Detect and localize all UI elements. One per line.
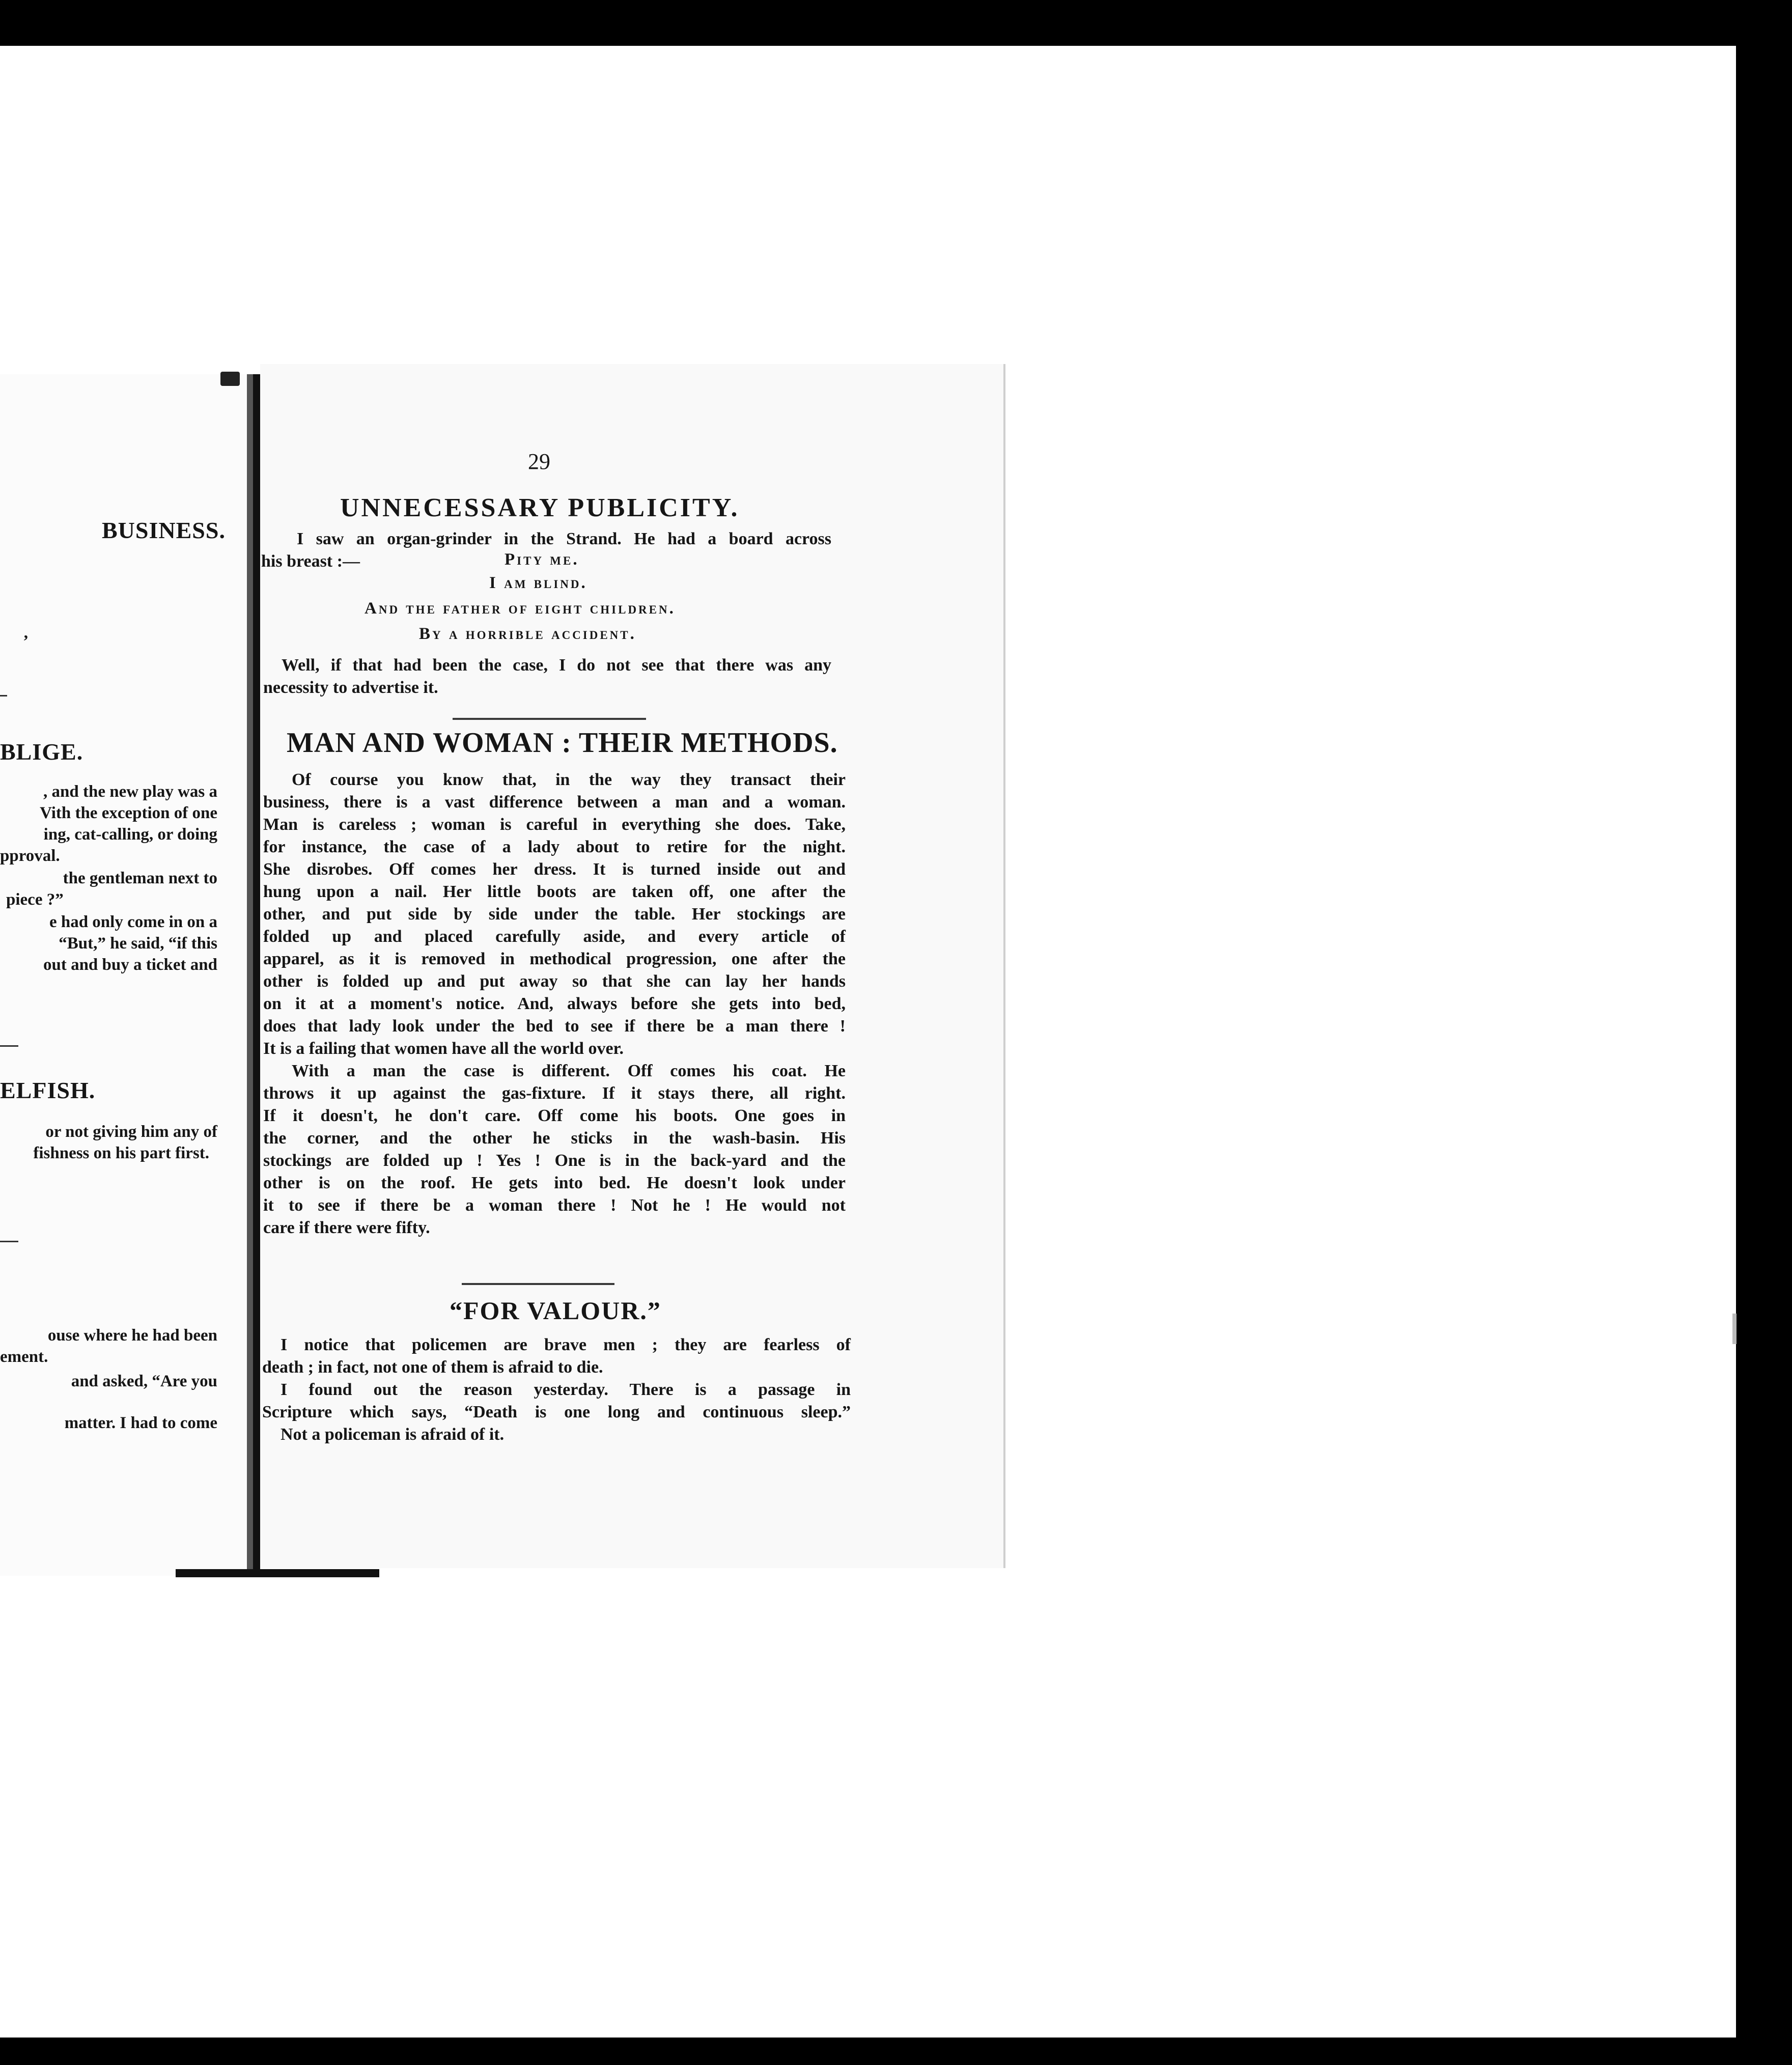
text-line: on it at a moment's notice. And, always before she gets into bed, <box>263 994 846 1013</box>
book-spine <box>253 374 260 1576</box>
left-rule <box>0 1241 18 1242</box>
left-text-line: , and the new play was a <box>43 783 217 801</box>
text-line: If it doesn't, he don't care. Off come his boots. One goes in <box>263 1106 846 1125</box>
placard-line: I am blind. <box>489 574 587 592</box>
left-page <box>0 374 247 1576</box>
left-heading-selfish: ELFISH. <box>0 1077 96 1103</box>
text-line: does that lady look under the bed to see if there be a man there ! <box>263 1017 846 1036</box>
left-text-line: fishness on his part first. <box>33 1144 209 1162</box>
left-text-line: e had only come in on a <box>49 913 217 931</box>
left-text-line: ement. <box>0 1348 48 1366</box>
placard-line: Pity me. <box>505 550 579 569</box>
film-border-top <box>0 0 1792 46</box>
text-line: Man is careless ; woman is careful in everything she does. Take, <box>263 815 846 834</box>
placard-line: By a horrible accident. <box>419 625 636 643</box>
text-line: I found out the reason yesterday. There is a passage in <box>281 1380 851 1399</box>
spine-cap <box>220 372 240 386</box>
heading-man-and-woman: MAN AND WOMAN : THEIR METHODS. <box>287 727 838 759</box>
text-line: Of course you know that, in the way they transact their <box>292 770 846 789</box>
text-line: Scripture which says, “Death is one long and continuous sleep.” <box>262 1403 851 1421</box>
text-line: folded up and placed carefully aside, and every article of <box>263 927 846 946</box>
spine-foot <box>176 1569 379 1577</box>
heading-unnecessary-publicity: UNNECESSARY PUBLICITY. <box>340 493 740 522</box>
text-line: I saw an organ-grinder in the Strand. He had a board across <box>297 529 831 548</box>
text-line: it to see if there be a woman there ! Not he ! He would not <box>263 1196 846 1215</box>
paragraph <box>263 769 846 1239</box>
text-line: other is on the roof. He gets into bed. He doesn't look under <box>263 1174 846 1192</box>
text-line: It is a failing that women have all the world over. <box>263 1039 624 1058</box>
text-line: death ; in fact, not one of them is afraid to die. <box>262 1358 603 1377</box>
paragraph <box>262 1334 851 1446</box>
text-line: his breast :— <box>261 552 360 571</box>
text-line: care if there were fifty. <box>263 1218 430 1237</box>
left-text-line: piece ?” <box>6 890 64 909</box>
left-text-line: and asked, “Are you <box>71 1372 217 1390</box>
text-line: Well, if that had been the case, I do not see that there was any <box>282 656 831 675</box>
left-heading-oblige: BLIGE. <box>0 739 83 765</box>
section-divider <box>462 1283 614 1285</box>
page-gutter <box>247 374 253 1576</box>
left-text-line: ouse where he had been <box>47 1326 217 1345</box>
text-line: business, there is a vast difference between a man and a woman. <box>263 793 846 812</box>
section-divider <box>453 718 646 720</box>
left-text-line: Vith the exception of one <box>40 804 217 822</box>
text-line: apparel, as it is removed in methodical progression, one after the <box>263 950 846 968</box>
text-line: Not a policeman is afraid of it. <box>281 1425 505 1444</box>
text-line: She disrobes. Off comes her dress. It is turned inside out and <box>263 860 846 879</box>
text-line: hung upon a nail. Her little boots are taken off, one after the <box>263 882 846 901</box>
paragraph <box>263 654 831 699</box>
text-line: for instance, the case of a lady about to retire for the night. <box>263 838 846 856</box>
text-line: other, and put side by side under the table. Her stockings are <box>263 905 846 924</box>
left-heading-business: BUSINESS. <box>102 517 226 543</box>
paragraph <box>297 528 831 550</box>
left-rule <box>0 695 7 696</box>
text-line: the corner, and the other he sticks in the wash-basin. His <box>263 1129 846 1148</box>
left-text-line: out and buy a ticket and <box>43 956 217 974</box>
film-speck <box>1732 1314 1737 1344</box>
text-line: stockings are folded up ! Yes ! One is in the back-yard and the <box>263 1151 846 1170</box>
text-line: I notice that policemen are brave men ; they are fearless of <box>281 1335 851 1354</box>
film-border-bottom <box>0 2038 1792 2065</box>
text-line: other is folded up and put away so that she can lay her hands <box>263 972 846 991</box>
left-rule <box>0 1045 18 1047</box>
left-text-line: the gentleman next to <box>63 869 217 887</box>
left-text-line: pproval. <box>0 847 60 865</box>
left-text-line: matter. I had to come <box>64 1414 217 1432</box>
right-page <box>260 364 1005 1568</box>
left-comma: , <box>23 624 28 642</box>
left-text-line: or not giving him any of <box>45 1123 217 1141</box>
left-text-line: ing, cat-calling, or doing <box>43 825 217 844</box>
film-border-right <box>1736 0 1792 2065</box>
left-text-line: “But,” he said, “if this <box>59 934 217 953</box>
text-line: necessity to advertise it. <box>263 678 438 697</box>
text-line: throws it up against the gas-fixture. If it stays there, all right. <box>263 1084 846 1103</box>
page-number: 29 <box>528 449 550 474</box>
heading-for-valour: “FOR VALOUR.” <box>450 1296 661 1325</box>
text-line: With a man the case is different. Off comes his coat. He <box>292 1062 846 1080</box>
placard-line: And the father of eight children. <box>365 599 676 618</box>
